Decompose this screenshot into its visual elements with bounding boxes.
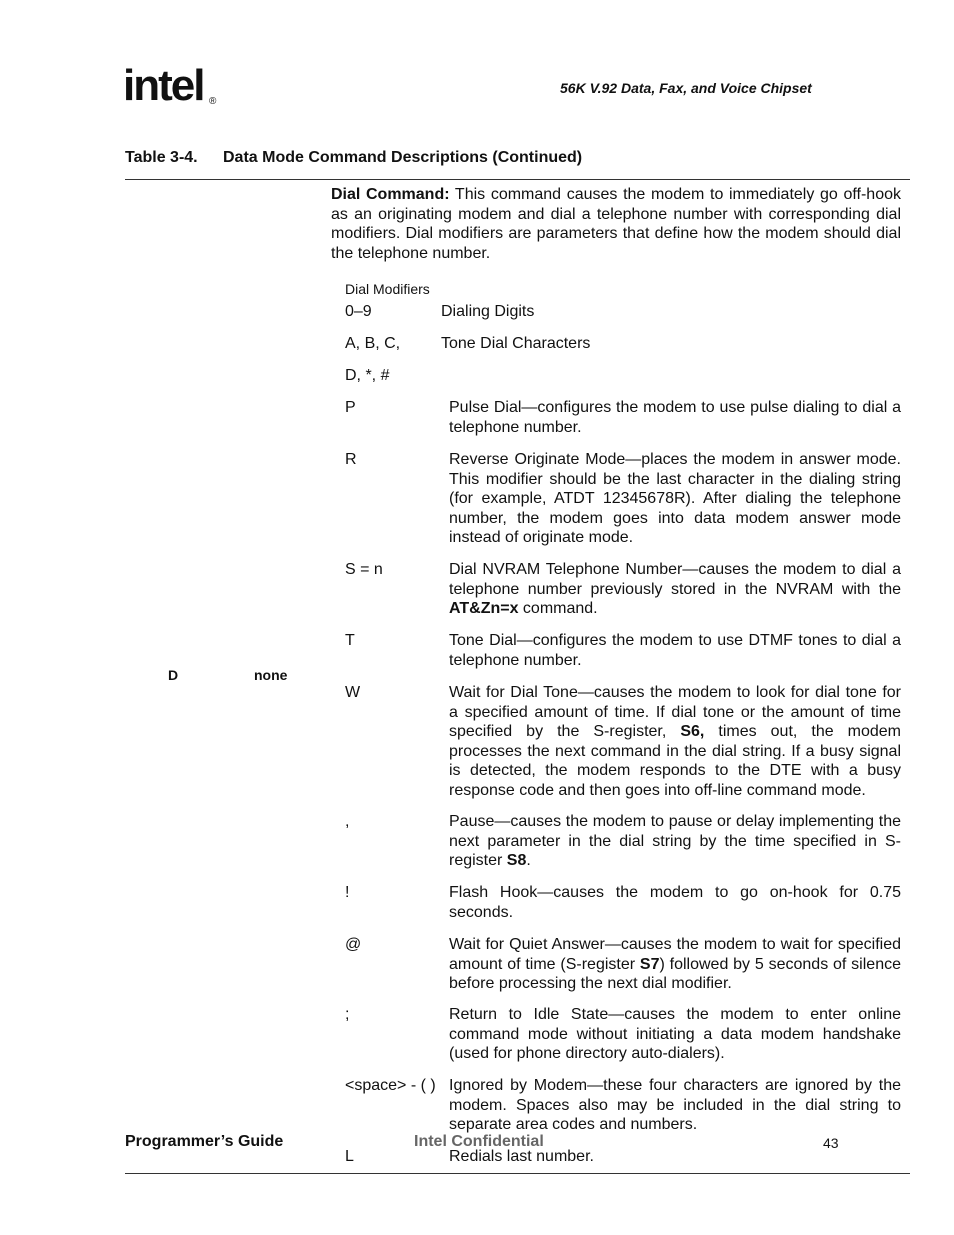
command-parameter: none [254, 667, 288, 683]
modifier-code: @ [345, 936, 362, 953]
command-name: D [168, 667, 179, 683]
intel-logo [123, 60, 223, 116]
footer-guide-title: Programmer’s Guide [125, 1133, 284, 1150]
table-bottom-rule [125, 1173, 910, 1174]
modifier-description: Pulse Dial—configures the modem to use pulse dialing to dial a telephone number. [449, 399, 901, 436]
modifier-description: Dialing Digits [441, 303, 535, 320]
modifier-description: Tone Dial Characters [441, 335, 591, 352]
table-number: Table 3-4. [125, 149, 198, 166]
document-header-title: 56K V.92 Data, Fax, and Voice Chipset [560, 80, 812, 96]
modifier-code: R [345, 451, 357, 468]
modifier-description: Wait for Dial Tone—causes the modem to look for dial tone for a specified amount of time. If dial tone or the amount of time specified by the S-register, S6, times out, the modem processes the next command in the dial string. If a busy signal is detected, the modem responds to the DTE with a busy response code and then goes into off-line command mode. [449, 684, 901, 799]
dial-modifiers-label: Dial Modifiers [345, 281, 430, 297]
intro-lead: Dial Command: [331, 186, 450, 203]
modifier-code: S = n [345, 561, 383, 578]
modifier-description: Ignored by Modem—these four characters are ignored by the modem. Spaces also may be included in the dial string to separate area codes and numbers. [449, 1077, 901, 1134]
modifier-description: Wait for Quiet Answer—causes the modem to wait for specified amount of time (S-register S7) followed by 5 seconds of silence before processing the next dial modifier. [449, 936, 901, 993]
logo-text: intel [123, 61, 204, 110]
modifier-code: <space> - ( ) [345, 1077, 436, 1094]
modifier-code: D, *, # [345, 367, 390, 384]
modifier-code: W [345, 684, 361, 701]
logo-registered-mark: ® [209, 96, 217, 107]
modifier-description: Tone Dial—configures the modem to use DTMF tones to dial a telephone number. [449, 632, 901, 669]
modifier-description: Flash Hook—causes the modem to go on-hook for 0.75 seconds. [449, 884, 901, 921]
footer-confidential: Intel Confidential [414, 1133, 544, 1150]
modifier-code: L [345, 1148, 354, 1165]
modifier-code: T [345, 632, 355, 649]
modifier-description: Redials last number. [449, 1148, 594, 1165]
modifier-code: ! [345, 884, 350, 901]
modifier-code: ; [345, 1006, 350, 1023]
page-number: 43 [823, 1135, 839, 1151]
dial-command-intro [331, 185, 901, 263]
modifier-code: , [345, 813, 350, 830]
modifier-description: Return to Idle State—causes the modem to enter online command mode without initiating a data modem handshake (used for phone directory auto-dialers). [449, 1006, 901, 1063]
modifier-code: P [345, 399, 356, 416]
modifier-code: 0–9 [345, 303, 372, 320]
modifier-description: Dial NVRAM Telephone Number—causes the modem to dial a telephone number previously stored in the NVRAM with the AT&Zn=x command. [449, 561, 901, 618]
table-top-rule [125, 179, 910, 180]
modifier-description: Reverse Originate Mode—places the modem in answer mode. This modifier should be the last character in the dialing string (for example, ATDT 12345678R). After dialing the telephone number, the modem goes into data modem answer mode instead of originate mode. [449, 451, 901, 547]
table-title: Data Mode Command Descriptions (Continued) [223, 149, 583, 166]
table-caption [125, 149, 582, 167]
intro-text: This command causes the modem to immediately go off-hook as an originating modem and dial a telephone number with corresponding dial modifiers. Dial modifiers are parameters that define how the modem should dial the telephone number. [331, 186, 901, 262]
modifier-description: Pause—causes the modem to pause or delay implementing the next parameter in the dial string by the time specified in S-register S8. [449, 813, 901, 870]
modifier-code: A, B, C, [345, 335, 401, 352]
